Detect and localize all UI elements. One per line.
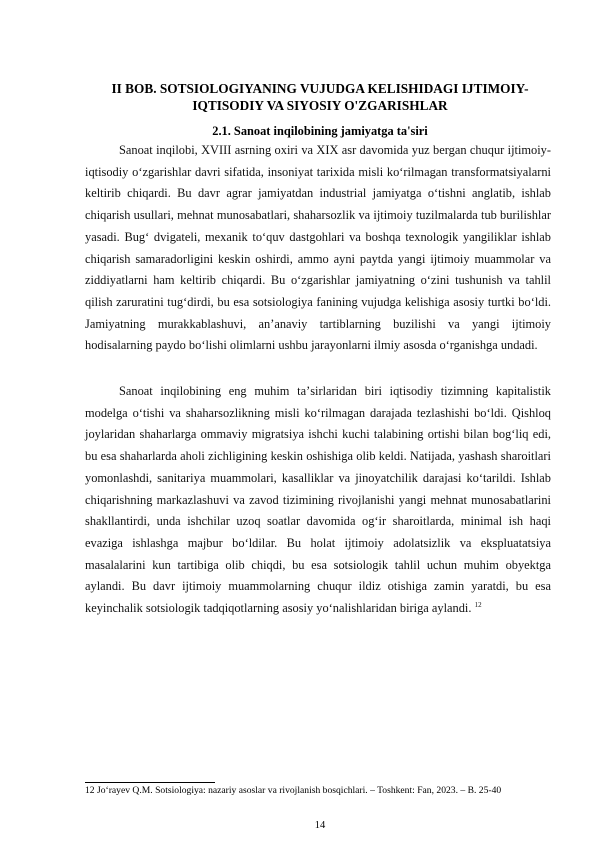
body-paragraph-2: [85, 381, 551, 620]
footnote-reference: 12: [474, 600, 482, 609]
footnote-divider: [85, 782, 215, 783]
section-title: 2.1. Sanoat inqilobining jamiyatga ta'siri: [212, 124, 428, 138]
page-number: 14: [314, 820, 326, 831]
body-paragraph-2-text: Sanoat inqilobining eng muhim taʼsirlaridan biri iqtisodiy tizimning kapitalistik modelga oʻtishi va shaharsozlikning misli koʻrilmagan darajada tezlashishi boʻldi. Qishloq joylaridan shaharlarga ommaviy migratsiya ishchi kuchi talabining ortishi bilan bogʻliq edi, bu esa shaharlarda aholi zichligining keskin oshishiga olib keldi. Natijada, yashash sharoitlari yomonlashdi, sanitariya muammolari, kasalliklar va jinoyatchilik darajasi koʻtarildi. Ishlab chiqarishning markazlashuvi va zavod tizimining rivojlanishi yangi mehnat munosabatlarini shakllantirdi, unda ishchilar uzoq soatlar davomida ogʻir sharoitlarda, minimal ish haqi evaziga ishlashga majbur boʻldilar. Bu holat ijtimoiy adolatsizlik va ekspluatatsiya masalalarini kun tartibiga olib chiqdi, bu esa sotsiologik tahlil uchun muhim obyektga aylandi. Bu davr ijtimoiy muammolarning chuqur ildiz otishiga zamin yaratdi, bu esa keyinchalik sotsiologik tadqiqotlarning asosiy yoʻnalishlaridan biriga aylandi.: [85, 384, 551, 616]
body-paragraph-1: Sanoat inqilobi, XVIII asrning oxiri va XIX asr davomida yuz bergan chuqur ijtimoiy-iqtisodiy oʻzgarishlar davri sifatida, insoniyat tarixida misli koʻrilmagan transformatsiyalarni keltirib chiqardi. Bu davr agrar jamiyatdan industrial jamiyatga oʻtishni anglatib, ishlab chiqarish usullari, mehnat munosabatlari, shaharsozlik va ijtimoiy tuzilmalarda tub burilishlar yasadi. Bugʻ dvigateli, mexanik toʻquv dastgohlari va boshqa texnologik yangiliklar ishlab chiqarish samaradorligini keskin oshirdi, ammo ayni paytda yangi ijtimoiy muammolar va ziddiyatlarni ham keltirib chiqardi. Bu oʻzgarishlar jamiyatning oʻzini tushunish va tahlil qilish zaruratini tugʻdirdi, bu esa sotsiologiya fanining vujudga kelishiga asosiy turtki boʻldi. Jamiyatning murakkablashuvi, anʼanaviy tartiblarning buzilishi va yangi ijtimoiy hodisalarning paydo boʻlishi olimlarni ushbu jarayonlarni ilmiy asosda oʻrganishga undadi.: [85, 143, 551, 353]
chapter-title: II BOB. SOTSIOLOGIYANING VUJUDGA KELISHIDAGI IJTIMOIY-IQTISODIY VA SIYOSIY O'ZGARISHLAR: [111, 81, 529, 113]
footnote: 12 Joʻrayev Q.M. Sotsiologiya: nazariy asoslar va rivojlanish bosqichlari. – Toshkent: Fan, 2023. – B. 25-40: [85, 785, 502, 796]
